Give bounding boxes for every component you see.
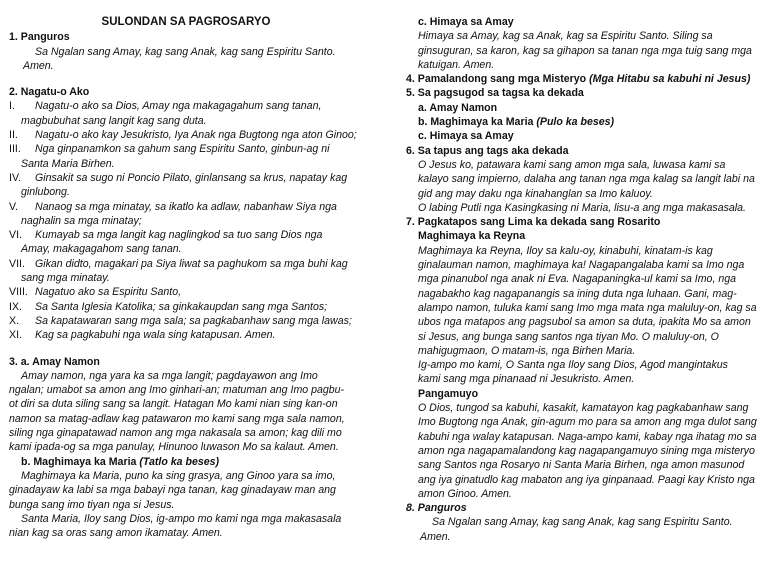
section-5-c: c. Himaya sa Amay xyxy=(418,130,514,143)
creed-item xyxy=(9,171,371,200)
creed-item-number: I. xyxy=(9,100,15,113)
fatima-line: kalayo sang impierno, dalaha ang tanan nga mga kalag sa langit labi na xyxy=(418,173,755,186)
section-5-a: a. Amay Namon xyxy=(418,101,498,114)
creed-item-text-cont: sang mga minatay. xyxy=(21,272,110,285)
creed-item xyxy=(9,328,371,342)
creed-item-text: Sa Santa Iglesia Katolika; sa ginkakaupdan sang mga Santos; xyxy=(35,300,328,313)
creed-item xyxy=(9,314,371,328)
creed-item xyxy=(9,285,371,299)
creed-item-text: Ginsakit sa sugo ni Poncio Pilato, ginlansang sa krus, napatay kag xyxy=(35,171,348,184)
hail-mary-label: b. Maghimaya ka Maria xyxy=(21,455,137,468)
hail-holy-queen-paragraph xyxy=(406,244,760,387)
prayer-heading: Pangamuyo xyxy=(418,387,479,400)
hail-mary-paragraph xyxy=(9,469,371,540)
creed-item-text: Nagatuo ako sa Espiritu Santo, xyxy=(35,286,182,299)
prayer-paragraph xyxy=(406,401,760,501)
creed-item-text: Kumayab sa mga langit kag naglingkod sa tuo sang Dios nga xyxy=(35,229,323,242)
section-4-heading xyxy=(406,72,760,86)
queen-line: ubos nga matapos ang pagsubol sa amon sa duta, ipakita Mo sa amon xyxy=(418,316,751,329)
section-5-b-label: b. Maghimaya ka Maria xyxy=(418,116,534,129)
queen-line: Ig-ampo mo kami, O Santa nga Iloy sang Dios, Agod mangintakus xyxy=(418,359,728,372)
creed-item xyxy=(9,99,371,128)
sign-of-cross-line-2: Amen. xyxy=(23,59,54,72)
sign-of-cross-line-1: Sa Ngalan sang Amay, kag sang Anak, kag sang Espiritu Santo. xyxy=(35,45,336,58)
queen-line: nagabakho kag nagapanangis sa ining duta nga luhaan. Gani, mag- xyxy=(418,287,737,300)
creed-item-text: Nanaog sa mga minatay, sa ikatlo ka adlaw, nabanhaw Siya nga xyxy=(35,200,337,213)
queen-line: ginalauman namon, maghimaya ka! Nagapangalaba kami sa Imo nga xyxy=(418,259,745,272)
queen-line: alampo namon, tuluka kami sang Imo mga mata nga maluluy-on, kag sa xyxy=(418,301,757,314)
prayer-line: kabuhi nga walay katapusan. Naga-ampo kami, kabay nga ihatag mo sa xyxy=(418,430,757,443)
section-5-heading: 5. Sa pagsugod sa tagsa ka dekada xyxy=(406,87,584,100)
glory-be-paragraph xyxy=(406,29,760,72)
creed-item-number: VI. xyxy=(9,229,22,242)
creed-item-text: Nga ginpanamkon sa gahum sang Espiritu Santo, ginbun-ag ni xyxy=(35,143,330,156)
section-7-heading: 7. Pagkatapos sang Lima ka dekada sang Rosarito xyxy=(406,216,661,229)
creed-item-number: III. xyxy=(9,143,21,156)
prayer-line: ang iya ginatudlo kag mabaton ang iya ginpanaad. Paagi kay Kristo nga xyxy=(418,473,755,486)
hail-holy-queen-heading: Maghimaya ka Reyna xyxy=(418,230,526,243)
creed-item-number: VII. xyxy=(9,257,25,270)
section-8-heading: 8. Panguros xyxy=(406,502,467,515)
creed-item-text-cont: ginlubong. xyxy=(21,186,70,199)
prayer-line: sang Santos nga Rosaryo ni Santa Maria Birhen, nga amon masunod xyxy=(418,459,745,472)
section-4-label: 4. Pamalandong sang mga Misteryo xyxy=(406,73,587,86)
fatima-line: gid ang may daku nga kinahanglan sa Imo kaluoy. xyxy=(418,187,653,200)
section-5-b xyxy=(406,115,760,129)
section-2-heading: 2. Nagatu-o Ako xyxy=(9,86,90,99)
creed-item-number: II. xyxy=(9,129,18,142)
creed-item-text: Nagatu-o ako kay Jesukristo, Iya Anak nga Bugtong nga aton Ginoo; xyxy=(35,129,357,142)
creed-item-text: Kag sa pagkabuhi nga wala sing katapusan. Amen. xyxy=(35,329,276,342)
our-father-line: kami ipada-og sa mga panulay, Hinunoo luwason Mo sa kalaut. Amen. xyxy=(9,441,339,454)
creed-item-number: VIII. xyxy=(9,286,28,299)
our-father-line: ot diri sa duta siling sang sa langit. Hatagan Mo kami nian sing kan-on xyxy=(9,398,338,411)
glory-be-heading: c. Himaya sa Amay xyxy=(418,16,514,28)
queen-line: si Jesus, ang bunga sang santos nga tiyan Mo. O maluluy-on, O xyxy=(418,330,719,343)
section-1-heading: 1. Panguros xyxy=(9,31,70,44)
left-column xyxy=(9,15,371,540)
queen-line: Maghimaya ka Reyna, Iloy sa kalu-oy, kinabuhi, kinatam-is kag xyxy=(418,244,713,257)
queen-line: mga pinanubol nga anak ni Eva. Nagapaningka-ul kami sa Imo, nga xyxy=(418,273,737,286)
creed-item xyxy=(9,300,371,314)
creed-item-number: X. xyxy=(9,314,20,327)
section-3b-heading xyxy=(9,455,371,469)
hail-mary-line: nian kag sa oras sang amon ikamatay. Amen. xyxy=(9,527,223,540)
fatima-prayer-paragraph xyxy=(406,158,760,215)
our-father-line: siling nga ginapatawad namon ang mga nakasala sa amon; kag dili mo xyxy=(9,427,342,440)
fatima-line: O labing Putli nga Kasingkasing ni Maria, lisu-a ang mga makasasala. xyxy=(418,201,746,214)
creed-item-text: Nagatu-o ako sa Dios, Amay nga makagagahum sang tanan, xyxy=(35,100,322,113)
creed-item-text: Sa kapatawaran sang mga sala; sa pagkabanhaw sang mga lawas; xyxy=(35,314,352,327)
fatima-line: O Jesus ko, patawara kami sang amon mga sala, luwasa kami sa xyxy=(418,158,726,171)
creed-item-text-cont: naghalin sa mga minatay; xyxy=(21,214,142,227)
section-4-paren: (Mga Hitabu sa kabuhi ni Jesus) xyxy=(589,73,751,86)
queen-line: mahigugmaon, O matam-is, nga Birhen Maria. xyxy=(418,344,636,357)
creed-item-text: Gikan didto, magakari pa Siya liwat sa paghukom sa mga buhi kag xyxy=(35,257,348,270)
hail-mary-line: ginadayaw ka labi sa mga babayi nga tanan, kag ginadayaw man ang xyxy=(9,484,336,497)
creed-item xyxy=(9,142,371,171)
section-5-b-paren: (Pulo ka beses) xyxy=(536,116,615,129)
creed-item-text-cont: Santa Maria Birhen. xyxy=(21,157,115,170)
queen-line: kami sang mga pinanaad ni Jesukristo. Amen. xyxy=(418,373,635,386)
creed-item-number: IV. xyxy=(9,171,21,184)
creed-item xyxy=(9,257,371,286)
our-father-paragraph xyxy=(9,369,371,455)
glory-be-line: katuigan. Amen. xyxy=(418,58,495,71)
our-father-line: namon sa matag-adlaw kag patawaron mo kami sang mga sala namon, xyxy=(9,412,345,425)
creed-list xyxy=(9,99,371,342)
section-3a-heading: 3. a. Amay Namon xyxy=(9,355,100,368)
prayer-line: amon nga nagapamalandong kag nagapangamuyo sining mga misteryo xyxy=(418,444,755,457)
creed-item-text-cont: Amay, makagagahom sang tanan. xyxy=(21,243,182,256)
prayer-line: amon Ginoo. Amen. xyxy=(418,487,512,500)
creed-item-number: V. xyxy=(9,200,19,213)
glory-be-line: ginsuguran, sa karon, kag sa gihapon sa tanan nga mga tuig sang mga xyxy=(418,44,752,57)
final-cross-line-2: Amen. xyxy=(420,530,451,543)
hail-mary-count: (Tatlo ka beses) xyxy=(139,455,220,468)
section-6-heading: 6. Sa tapus ang tags aka dekada xyxy=(406,144,569,157)
creed-item-number: IX. xyxy=(9,300,22,313)
hail-mary-line: Maghimaya ka Maria, puno ka sing grasya, ang Ginoo yara sa imo, xyxy=(21,469,336,482)
hail-mary-line: Santa Maria, Iloy sang Dios, ig-ampo mo kami nga mga makasasala xyxy=(21,512,342,525)
glory-be-line: Himaya sa Amay, kag sa Anak, kag sa Espiritu Santo. Siling sa xyxy=(418,30,713,43)
prayer-line: O Dios, tungod sa kabuhi, kasakit, kamatayon kag pagkabanhaw sang xyxy=(418,402,749,415)
hail-mary-line: bunga sang imo tiyan nga si Jesus. xyxy=(9,498,175,511)
creed-item xyxy=(9,228,371,257)
our-father-line: Amay namon, nga yara ka sa mga langit; pagdayawon ang Imo xyxy=(21,369,318,382)
creed-item-number: XI. xyxy=(9,329,22,342)
page-title: SULONDAN SA PAGROSARYO xyxy=(101,16,271,28)
creed-item xyxy=(9,200,371,229)
final-cross-line-1: Sa Ngalan sang Amay, kag sang Anak, kag sang Espiritu Santo. xyxy=(432,516,733,529)
right-column xyxy=(406,15,760,544)
creed-item-text-cont: magbubuhat sang langit kag sang duta. xyxy=(21,114,207,127)
our-father-line: ngalan; umabot sa amon ang Imo ginhari-an; matuman ang Imo pagbu- xyxy=(9,384,345,397)
creed-item xyxy=(9,128,371,142)
prayer-line: Imo Bugtong nga Anak, gin-agum mo para sa amon ang mga dulot sang xyxy=(418,416,757,429)
